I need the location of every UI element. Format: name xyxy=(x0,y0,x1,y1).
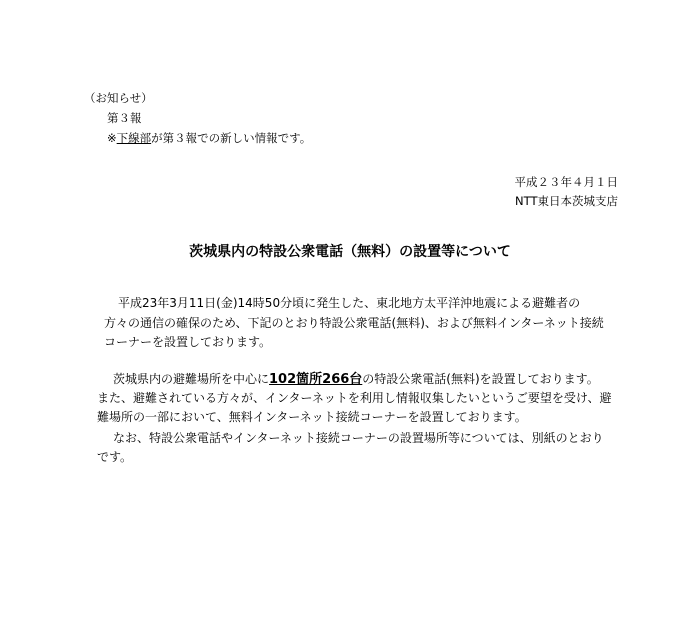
paragraph2-line5: です。 xyxy=(97,450,133,464)
paragraph2-line3: 難場所の一部において、無料インターネット接続コーナーを設置しております。 xyxy=(97,410,527,424)
update-note xyxy=(107,131,311,145)
paragraph1-line1: 平成23年3月11日(金)14時50分頃に発生した、東北地方太平洋沖地震による避難者の xyxy=(118,296,581,310)
report-number: 第３報 xyxy=(107,111,142,125)
notice-label: （お知らせ） xyxy=(84,91,153,105)
document-title: 茨城県内の特設公衆電話（無料）の設置等について xyxy=(189,244,511,260)
paragraph1-line3: コーナーを設置しております。 xyxy=(104,335,272,349)
note-prefix: ※ xyxy=(107,131,117,145)
note-underlined-text: 下線部 xyxy=(116,131,152,145)
paragraph2-line4: なお、特設公衆電話やインターネット接続コーナーの設置場所等については、別紙のとおり xyxy=(113,431,604,445)
p2-line1-suffix: の特設公衆電話(無料)を設置しております。 xyxy=(362,372,599,386)
paragraph2-line2: また、避難されている方々が、インターネットを利用し情報収集したいというご要望を受け、避 xyxy=(97,391,612,405)
paragraph1-line2: 方々の通信の確保のため、下記のとおり特設公衆電話(無料)、および無料インターネット接続 xyxy=(104,316,604,330)
p2-line1-prefix: 茨城県内の避難場所を中心に xyxy=(113,372,270,386)
paragraph2-line1 xyxy=(113,372,599,387)
p2-highlight-count: 102箇所266台 xyxy=(269,372,363,387)
issue-date: 平成２３年４月１日 xyxy=(514,175,618,189)
note-suffix: が第３報での新しい情報です。 xyxy=(151,131,312,145)
sender-organization: NTT東日本茨城支店 xyxy=(515,194,618,208)
